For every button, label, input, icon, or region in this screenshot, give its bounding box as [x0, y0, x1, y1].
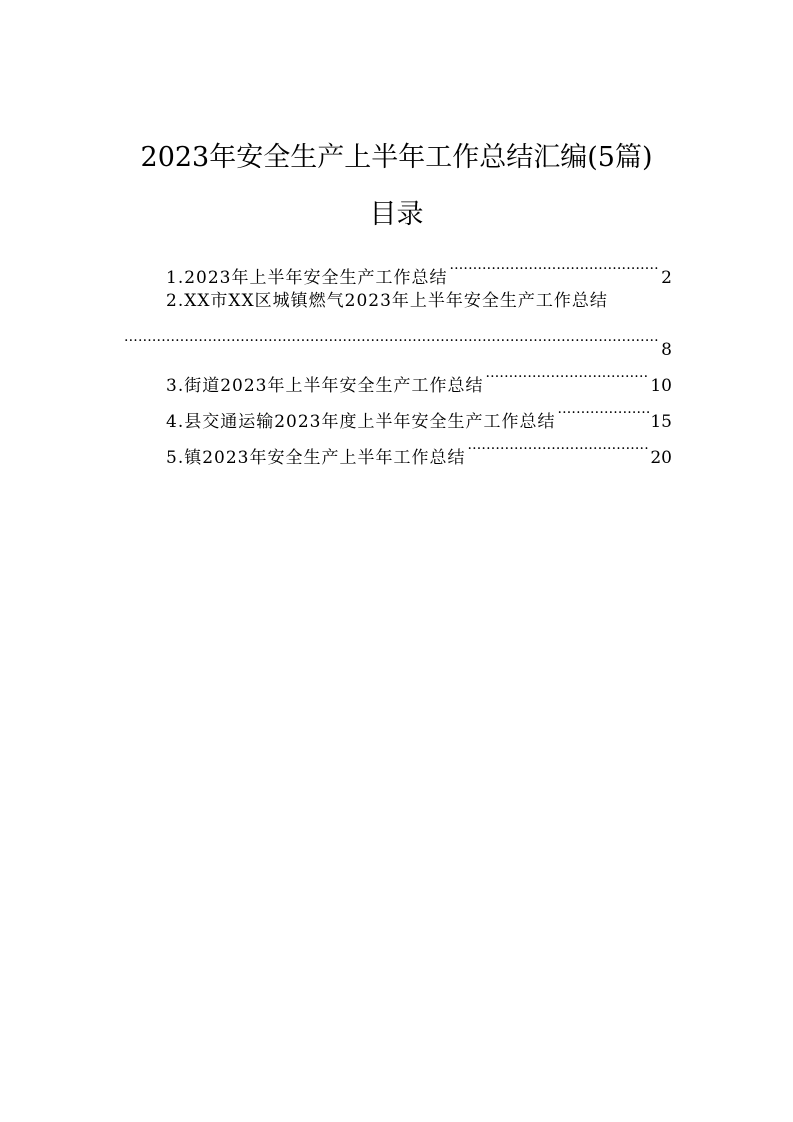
toc-entry-label: 3.街道2023年上半年安全生产工作总结: [166, 376, 484, 396]
toc-entry-2[interactable]: [166, 283, 672, 360]
document-title: 2023年安全生产上半年工作总结汇编(5篇): [140, 142, 653, 173]
toc-heading: 目录: [369, 199, 424, 230]
toc-leader-dots: [447, 247, 660, 283]
toc-entry-5[interactable]: [166, 427, 672, 468]
toc-leader-dots: [465, 427, 649, 463]
toc-entry-label: 1.2023年上半年安全生产工作总结: [166, 268, 448, 288]
toc-entry-3[interactable]: [166, 355, 672, 396]
table-of-contents: [122, 247, 672, 468]
toc-entry-page-number: 20: [650, 448, 672, 468]
toc-entry-label: 5.镇2023年安全生产上半年工作总结: [166, 448, 466, 468]
toc-entry-label: 4.县交通运输2023年度上半年安全生产工作总结: [166, 412, 556, 432]
toc-entry-page-number: 15: [650, 412, 672, 432]
toc-entry-page-number: 2: [661, 268, 672, 288]
toc-leader-dots: [122, 319, 660, 355]
toc-entry-4[interactable]: [166, 391, 672, 432]
toc-leader-dots: [483, 355, 649, 391]
toc-entry-label: 2.XX市XX区城镇燃气2023年上半年安全生产工作总结: [166, 291, 608, 311]
toc-leader-dots: [555, 391, 649, 427]
toc-entry-page-number: 10: [650, 376, 672, 396]
toc-entry-1[interactable]: [166, 247, 672, 288]
toc-entry-page-number: 8: [661, 340, 672, 360]
